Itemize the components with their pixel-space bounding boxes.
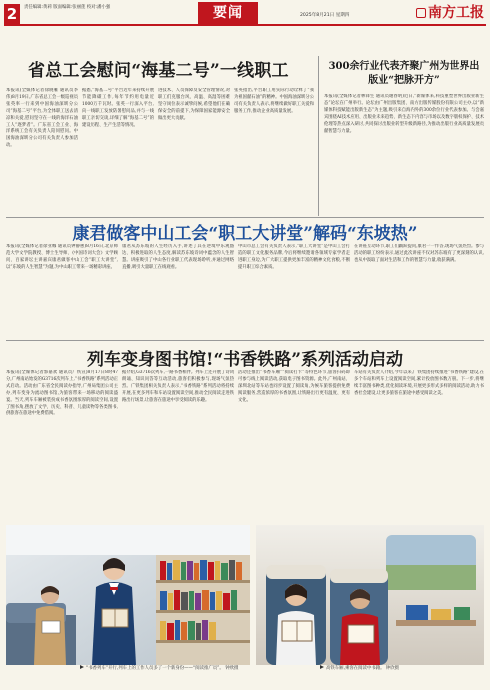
photo-train-library xyxy=(6,525,250,665)
article3-column-4: 车站有关负责人介绍,今年以来,广铁集团持续推进“书香铁路”建设,在多个车站和列车上设置阅读空间,累计投放图书数万册。下一步,将继续丰富图书种类,优化阅读环境,开展更多形式多样的阅读活动,助力书香社会建设,让更多旅客在旅途中感受阅读之美。 xyxy=(354,370,484,396)
caption-marker-icon xyxy=(80,665,84,669)
article2-column-2: 康君从苏东坡的人生经历入手,讲述了其在逆境中乐观豁达、积极进取的人生态度,解读苏东坡诗词中蕴含的人生智慧。讲座吸引了中山各行业职工代表现场聆听,并通过网络直播,吸引大量职工在线观看。 xyxy=(122,244,234,270)
article2-column-1: 本报讯(全媒体记者徐亚娜 通讯员钟静惠)8月16日,北京师范大学文学院教授、博士生导师、《中国诗词大会》文学顾问、百家讲坛主讲嘉宾康君做客中山工会“职工大讲堂”,以“东坡的人生智慧”为题,为中山职工带来一场精彩讲座。 xyxy=(6,244,118,270)
editor-line: 责任编辑:黄莉 版面编辑:张丽莲 校对:潘小强 xyxy=(24,5,111,10)
article3-column-1: 本报讯(全媒体记者郭嘉欢 通讯员广铁宣)8月17日8时47分,广州南站始发的G3716次列车上,“书香铁路”系列活动正式启动。活动由广东省全民阅读办指导,广州局集团公司主办,列车变身为流动图书馆,为旅客带来一场移动的阅读盛宴。当天,列车车厢被装扮成书香氛围浓厚的阅读空间,设置了图书角,摆放了文学、历史、科普、儿童读物等各类图书,供旅客在旅途中免费借阅。 xyxy=(6,370,118,417)
brand-name: 南方工报 xyxy=(428,5,484,21)
brand-logo xyxy=(416,2,484,22)
article1-column-2: 据悉,“海基二号”平台近年来持续开展节能降碳工作,每年节约用电量近1000万千瓦时。张英一行深入平台,向一线职工发放防暑慰问品,并与一线职工亲切交谈,详细了解“海基二号”的建设历程、生产生活等情况。 xyxy=(82,88,154,128)
section-divider xyxy=(6,217,484,218)
sidebar-headline: 300余行业代表齐聚广州为世界出版业“把脉开方” xyxy=(328,61,480,86)
article2-column-4: 在讲座互动环节,职工们踊跃提问,康君一一作答,现场气氛热烈。参与活动的职工纷纷表示,通过此次讲座不仅对苏东坡有了更深刻的认识,也从中汲取了面对生活和工作的智慧与力量,收获满满。 xyxy=(354,244,484,263)
article3-headline: 列车变身图书馆!“书香铁路”系列活动启动 xyxy=(86,350,404,370)
photo-left-caption-text: “书香列车”开行,列车上的工作人员多了一个新身份——“阅读推广员”。 钟欣摄 xyxy=(86,666,239,671)
photo-passengers-reading xyxy=(256,525,484,665)
photo-right-caption-text: 高铁车厢,乘客在阅读中书籍。 钟欣摄 xyxy=(326,666,400,671)
photo-right-caption xyxy=(320,665,490,671)
article3-column-2: 据介绍,G3716次列车,一路书香相伴。列车上还开展了诗词朗诵、知识问答等互动活动,旅客们积极参与,现场气氛热烈。广铁集团相关负责人表示,“书香铁路”系列活动将持续开展,在更多列车和车站设置阅读空间,推动全民阅读走进铁路出行场景,让旅客在旅途中享受阅读的乐趣。 xyxy=(122,370,234,403)
page-number: 2 xyxy=(4,4,20,24)
date-line: 2025年8月21日 星期四 xyxy=(300,13,350,18)
article3-column-3: 活动还推出“书香车厢”“阅读打卡”等特色环节,旅客扫码即可参与线上阅读活动,获取电子图书资源。此外,广州南站、深圳北站等车站也同步设置了阅读角,为候车旅客提供免费阅读服务,营造浓厚的书香氛围,让铁路出行更有温度、更有文化。 xyxy=(238,370,350,403)
caption-marker-icon xyxy=(320,665,324,669)
page-header xyxy=(0,0,490,34)
article1-headline: 省总工会慰问“海基二号”一线职工 xyxy=(28,61,289,81)
article1-column-1: 本报讯(全媒体记者徐晓雁 通讯员李伟)8月19日,广东省总工会一级巡视员张英率一行来到中国海油深圳分公司“海基二号”平台,为全体职工送去清凉和关爱,慰问坚守在一线的海洋石油工人“逐梦者”。广东省工会工业、海洋系统工会有关负责人陪同慰问。中国海油深圳分公司有关负责人参加活动。 xyxy=(6,88,78,149)
header-rule xyxy=(4,24,486,26)
section-divider xyxy=(6,340,484,341)
article2-headline: 康君做客中山工会“职工大讲堂”解码“东坡热” xyxy=(72,224,418,244)
column-divider xyxy=(318,56,319,216)
logo-icon xyxy=(416,8,426,18)
article1-column-4: 张英指出,平台职工用实际行动诠释了“我为祖国献石油”的精神。中国海油深圳分公司有关负责人表示,将继续做好职工关爱和服务工作,推动企业高质量发展。 xyxy=(234,88,314,114)
photo-left-caption xyxy=(80,665,250,673)
section-badge: 要闻 xyxy=(198,2,258,24)
article1-column-3: 进技术、人员保障及安全管理情况,对职工们克服台风、高温、高湿等困难坚守岗位表示诚挚问候,希望他们在确保安全的前提下,为保障国家能源安全做出更大贡献。 xyxy=(158,88,230,121)
sidebar-body: 本报讯(全媒体记者林锋生 通讯员谢春明)近日,“新媒体来,科技重塑世界出版业新生态”论坛在广州举行。论坛由广州出版集团、南方出版传媒股份有限公司主办,以“新媒体科技赋能出版新生态”为主题,吸引来自海内外的300余位行业代表参加。与会嘉宾围绕AI技术应用、出版业未来趋势、新生态下内容与市场以及数字版权保护、技术伦理等热点深入研讨,共同探讨出版业转型升级新路径,为推动出版行业高质量发展贡献智慧与力量。 xyxy=(324,94,484,134)
article2-column-3: 中山市总工会有关负责人表示,“职工大讲堂”是中山工会打造的职工文化服务品牌,今后将继续邀请各领域专家学者走进职工身边,为广大职工提供更加丰富的精神文化食粮,不断提升职工综合素质。 xyxy=(238,244,350,270)
